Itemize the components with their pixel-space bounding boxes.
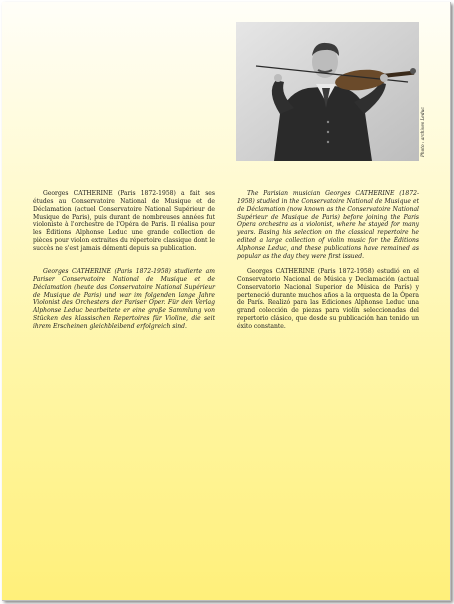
page — [2, 2, 451, 601]
bio-english: The Parisian musician Georges CATHERINE (1872-1958) studied in the Conservatoire National de Musique et de Déclamation (now known as the Conservatoire National Supérieur de Musique de Paris) before joining the Paris Opera orchestra as a violonist, where he stayed for many years. Basing his selection on the classical repertoire he edited a large collection of violin music for the Éditions Alphonse Leduc, and these publications have remained as popular as the day they were first issued. — [237, 190, 419, 260]
bio-french: Georges CATHERINE (Paris 1872-1958) a fait ses études au Conservatoire National de Musique et de Déclamation (actuel Conservatoire National Supérieur de Musique de Paris), puis durant de nombreuses années fut violoniste à l'orchestre de l'Opéra de Paris. Il réalisa pour les Éditions Alphonse Leduc une grande collection de pièces pour violon extraites du répertoire classique dont le succès ne s'est jamais démenti depuis sa publication. — [33, 190, 215, 252]
violinist-photo — [236, 22, 419, 161]
photo-credit: Photo : archives Leduc — [421, 107, 426, 157]
bio-spanish: Georges CATHERINE (Paris 1872-1958) estudió en el Conservatorio Nacional de Música y Declamación (actual Conservatorio Nacional Superior de Música de París) y perteneció durante muchos años a la orquesta de la Ópera de París. Realizó para las Ediciones Alphonse Leduc una grand colección de piezas para violín seleccionadas del repertorio clásico, que desde su publicación han tenido un éxito constante. — [237, 268, 419, 330]
bio-german: Georges CATHERINE (Paris 1872-1958) studierte am Pariser Conservatoire National de Musique et de Déclamation (heute das Conservatoire National Supérieur de Musique de Paris) und war im folgenden lange Jahre Violonist des Orchesters der Pariser Oper. Für den Verlag Alphonse Leduc bearbeitete er eine große Sammlung von Stücken des klassischen Repertoires für Violine, die seit ihrem Erscheinen gleichbleibend erfolgreich sind. — [33, 268, 215, 330]
